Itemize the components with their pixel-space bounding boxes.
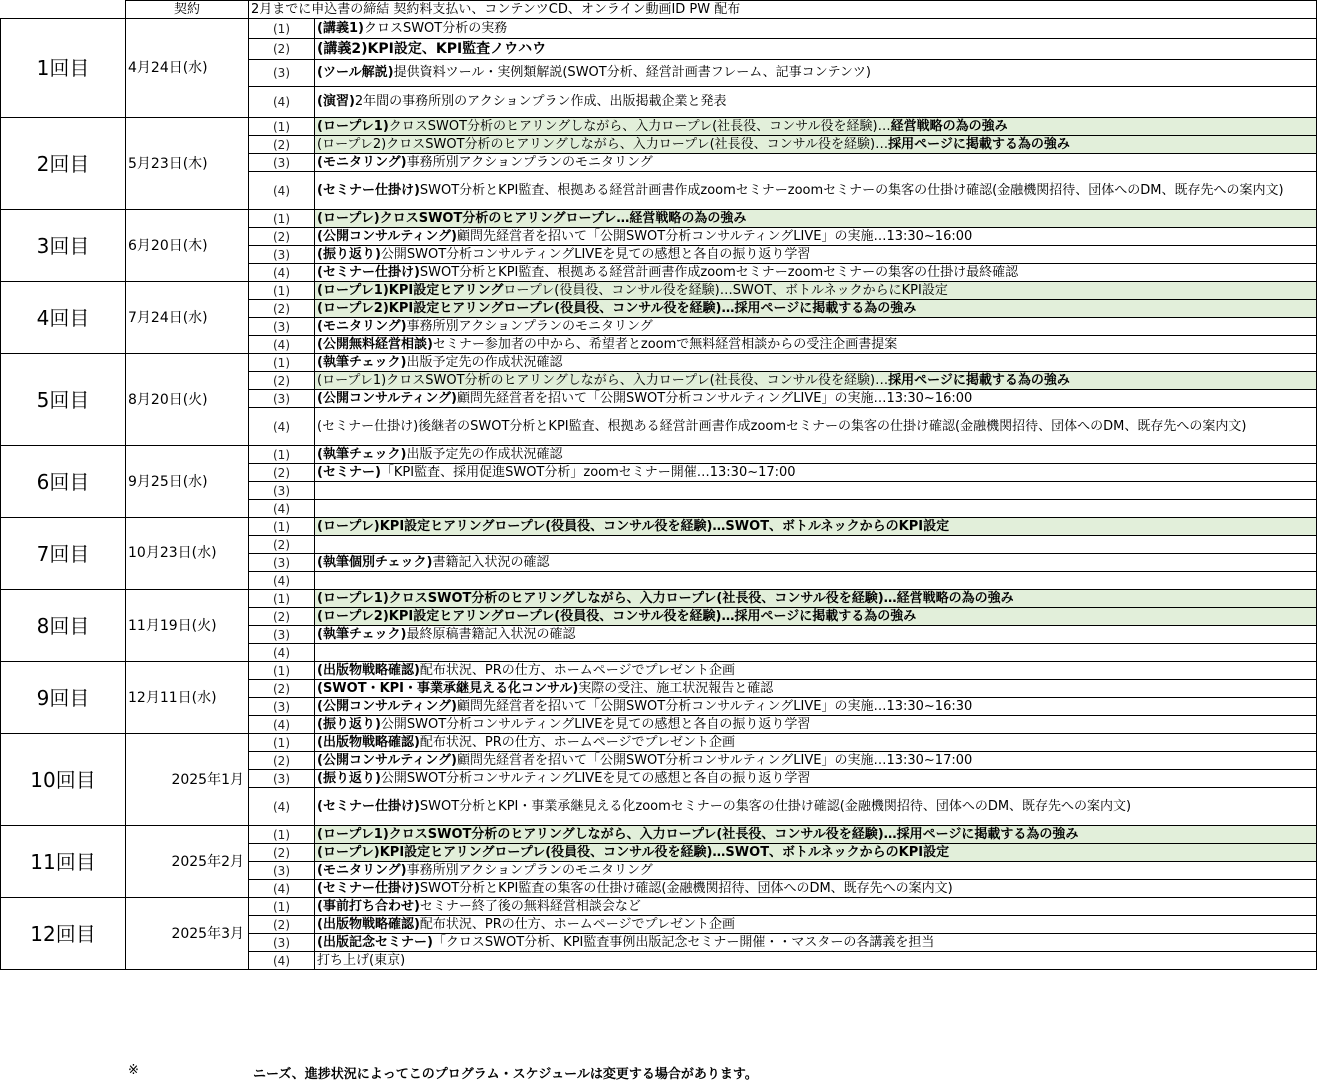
- session-item: (ロープレ1)KPI設定ヒアリングロープレ(役員役、コンサル役を経験)…SWOT、ボトルネックからにKPI設定: [315, 282, 1317, 300]
- item-number: (4): [249, 500, 315, 518]
- session-date: 2025年1月: [126, 734, 249, 826]
- session-label: 7回目: [1, 518, 126, 590]
- session-item: (執筆チェック)最終原稿書籍記入状況の確認: [315, 626, 1317, 644]
- item-number: (3): [249, 698, 315, 716]
- item-number: (2): [249, 752, 315, 770]
- session-item: [315, 572, 1317, 590]
- header-row: [1, 1, 1317, 19]
- item-number: (1): [249, 282, 315, 300]
- session-item: (ロープレ2)クロスSWOT分析のヒアリングしながら、入力ロープレ(社長役、コンサル役を経験)…採用ページに掲載する為の強み: [315, 136, 1317, 154]
- session-item: (ロープレ)KPI設定ヒアリングロープレ(役員役、コンサル役を経験)…SWOT、ボトルネックからのKPI設定: [315, 518, 1317, 536]
- item-number: (4): [249, 172, 315, 210]
- item-number: (1): [249, 826, 315, 844]
- session-item: (ロープレ2)KPI設定ヒアリングロープレ(役員役、コンサル役を経験)…採用ページに掲載する為の強み: [315, 300, 1317, 318]
- session-item: (セミナー仕掛け)SWOT分析とKPI監査の集客の仕掛け確認(金融機関招待、団体へのDM、既存先への案内文): [315, 880, 1317, 898]
- session-item: (事前打ち合わせ)セミナー終了後の無料経営相談会など: [315, 898, 1317, 916]
- session-label: 1回目: [1, 19, 126, 118]
- session-item: [315, 500, 1317, 518]
- item-number: (2): [249, 536, 315, 554]
- session-label: 3回目: [1, 210, 126, 282]
- item-number: (3): [249, 390, 315, 408]
- session-label: 4回目: [1, 282, 126, 354]
- item-number: (2): [249, 464, 315, 482]
- item-number: (3): [249, 246, 315, 264]
- session-item: (モニタリング)事務所別アクションプランのモニタリング: [315, 154, 1317, 172]
- item-number: (3): [249, 482, 315, 500]
- item-number: (1): [249, 446, 315, 464]
- session-item: (モニタリング)事務所別アクションプランのモニタリング: [315, 862, 1317, 880]
- item-number: (1): [249, 354, 315, 372]
- session-item: (ツール解説)提供資料ツール・実例類解説(SWOT分析、経営計画書フレーム、記事コンテンツ): [315, 60, 1317, 87]
- item-number: (4): [249, 87, 315, 118]
- item-number: (1): [249, 19, 315, 39]
- item-number: (2): [249, 372, 315, 390]
- session-label: 10回目: [1, 734, 126, 826]
- item-number: (2): [249, 300, 315, 318]
- session-label: 9回目: [1, 662, 126, 734]
- session-item: (公開無料経営相談)セミナー参加者の中から、希望者とzoomで無料経営相談からの受注企画書提案: [315, 336, 1317, 354]
- session-item: (講義1)クロスSWOT分析の実務: [315, 19, 1317, 39]
- item-number: (3): [249, 60, 315, 87]
- session-item: (セミナー仕掛け)SWOT分析とKPI監査、根拠ある経営計画書作成zoomセミナーzoomセミナーの集客の仕掛け確認(金融機関招待、団体へのDM、既存先への案内文): [315, 172, 1317, 210]
- session-item: (モニタリング)事務所別アクションプランのモニタリング: [315, 318, 1317, 336]
- session-item: (振り返り)公開SWOT分析コンサルティングLIVEを見ての感想と各自の振り返り学習: [315, 716, 1317, 734]
- session-item: (出版物戦略確認)配布状況、PRの仕方、ホームページでプレゼント企画: [315, 734, 1317, 752]
- session-label: 8回目: [1, 590, 126, 662]
- session-item: (出版記念セミナー)「クロスSWOT分析、KPI監査事例出版記念セミナー開催・・マスターの各講義を担当: [315, 934, 1317, 952]
- item-number: (4): [249, 644, 315, 662]
- session-item: (公開コンサルティング)顧問先経営者を招いて「公開SWOT分析コンサルティングLIVE」の実施…13:30~16:00: [315, 390, 1317, 408]
- session-item: [315, 536, 1317, 554]
- session-item: [315, 482, 1317, 500]
- item-number: (2): [249, 39, 315, 60]
- item-number: (1): [249, 662, 315, 680]
- item-number: (2): [249, 916, 315, 934]
- session-item: (公開コンサルティング)顧問先経営者を招いて「公開SWOT分析コンサルティングLIVE」の実施…13:30~17:00: [315, 752, 1317, 770]
- footnote-mark: ※: [128, 1063, 139, 1078]
- session-date: 12月11日(水): [126, 662, 249, 734]
- session-item: (公開コンサルティング)顧問先経営者を招いて「公開SWOT分析コンサルティングLIVE」の実施…13:30~16:30: [315, 698, 1317, 716]
- item-number: (3): [249, 154, 315, 172]
- session-item: (SWOT・KPI・事業承継見える化コンサル)実際の受注、施工状況報告と確認: [315, 680, 1317, 698]
- session-date: 5月23日(木): [126, 118, 249, 210]
- item-number: (3): [249, 554, 315, 572]
- session-date: 8月20日(火): [126, 354, 249, 446]
- session-item: (ロープレ1)クロスSWOT分析のヒアリングしながら、入力ロープレ(社長役、コンサル役を経験)…経営戦略の為の強み: [315, 118, 1317, 136]
- item-number: (1): [249, 118, 315, 136]
- header-distribution-note: 2月までに申込書の締結 契約料支払い、コンテンツCD、オンライン動画ID PW 配布: [249, 1, 1317, 19]
- item-number: (1): [249, 898, 315, 916]
- session-item: (ロープレ)KPI設定ヒアリングロープレ(役員役、コンサル役を経験)…SWOT、ボトルネックからのKPI設定: [315, 844, 1317, 862]
- item-number: (2): [249, 680, 315, 698]
- header-blank: [1, 1, 126, 19]
- item-number: (3): [249, 862, 315, 880]
- session-item: (執筆チェック)出版予定先の作成状況確認: [315, 354, 1317, 372]
- session-item: (ロープレ1)クロスSWOT分析のヒアリングしながら、入力ロープレ(社長役、コンサル役を経験)…採用ページに掲載する為の強み: [315, 372, 1317, 390]
- session-label: 12回目: [1, 898, 126, 970]
- session-item: (講義2)KPI設定、KPI監査ノウハウ: [315, 39, 1317, 60]
- item-number: (4): [249, 788, 315, 826]
- item-number: (4): [249, 880, 315, 898]
- session-item: (振り返り)公開SWOT分析コンサルティングLIVEを見ての感想と各自の振り返り学習: [315, 246, 1317, 264]
- session-item: (出版物戦略確認)配布状況、PRの仕方、ホームページでプレゼント企画: [315, 662, 1317, 680]
- item-number: (2): [249, 844, 315, 862]
- item-number: (4): [249, 572, 315, 590]
- item-number: (1): [249, 590, 315, 608]
- session-item: (セミナー仕掛け)SWOT分析とKPI・事業承継見える化zoomセミナーの集客の仕掛け確認(金融機関招待、団体へのDM、既存先への案内文): [315, 788, 1317, 826]
- session-item: (執筆個別チェック)書籍記入状況の確認: [315, 554, 1317, 572]
- header-contract: 契約: [126, 1, 249, 19]
- item-number: (3): [249, 318, 315, 336]
- session-item: (執筆チェック)出版予定先の作成状況確認: [315, 446, 1317, 464]
- session-item: (ロープレ1)クロスSWOT分析のヒアリングしながら、入力ロープレ(社長役、コンサル役を経験)…採用ページに掲載する為の強み: [315, 826, 1317, 844]
- session-item: (振り返り)公開SWOT分析コンサルティングLIVEを見ての感想と各自の振り返り学習: [315, 770, 1317, 788]
- session-item: 打ち上げ(東京): [315, 952, 1317, 970]
- session-date: 11月19日(火): [126, 590, 249, 662]
- item-number: (1): [249, 518, 315, 536]
- session-item: (ロープレ2)KPI設定ヒアリングロープレ(役員役、コンサル役を経験)…採用ページに掲載する為の強み: [315, 608, 1317, 626]
- session-date: 2025年3月: [126, 898, 249, 970]
- item-number: (3): [249, 934, 315, 952]
- item-number: (4): [249, 264, 315, 282]
- footnote-text: ニーズ、進捗状況によってこのプログラム・スケジュールは変更する場合があります。: [253, 1067, 758, 1082]
- item-number: (4): [249, 716, 315, 734]
- item-number: (2): [249, 136, 315, 154]
- session-date: 10月23日(水): [126, 518, 249, 590]
- item-number: (4): [249, 952, 315, 970]
- item-number: (1): [249, 210, 315, 228]
- session-item: (ロープレ1)クロスSWOT分析のヒアリングしながら、入力ロープレ(社長役、コンサル役を経験)…経営戦略の為の強み: [315, 590, 1317, 608]
- session-item: (セミナー仕掛け)後継者のSWOT分析とKPI監査、根拠ある経営計画書作成zoomセミナーの集客の仕掛け確認(金融機関招待、団体へのDM、既存先への案内文): [315, 408, 1317, 446]
- item-number: (2): [249, 228, 315, 246]
- session-date: 4月24日(水): [126, 19, 249, 118]
- session-item: (セミナー仕掛け)SWOT分析とKPI監査、根拠ある経営計画書作成zoomセミナーzoomセミナーの集客の仕掛け最終確認: [315, 264, 1317, 282]
- session-label: 2回目: [1, 118, 126, 210]
- item-number: (2): [249, 608, 315, 626]
- session-label: 11回目: [1, 826, 126, 898]
- item-number: (4): [249, 408, 315, 446]
- session-date: 2025年2月: [126, 826, 249, 898]
- session-item: (演習)2年間の事務所別のアクションプラン作成、出版掲載企業と発表: [315, 87, 1317, 118]
- session-item: (ロープレ)クロスSWOT分析のヒアリングロープレ…経営戦略の為の強み: [315, 210, 1317, 228]
- session-item: (公開コンサルティング)顧問先経営者を招いて「公開SWOT分析コンサルティングLIVE」の実施…13:30~16:00: [315, 228, 1317, 246]
- item-number: (1): [249, 734, 315, 752]
- session-item: (セミナー)「KPI監査、採用促進SWOT分析」zoomセミナー開催…13:30~17:00: [315, 464, 1317, 482]
- session-label: 6回目: [1, 446, 126, 518]
- session-date: 9月25日(水): [126, 446, 249, 518]
- session-date: 6月20日(木): [126, 210, 249, 282]
- item-number: (3): [249, 626, 315, 644]
- session-item: [315, 644, 1317, 662]
- session-label: 5回目: [1, 354, 126, 446]
- item-number: (3): [249, 770, 315, 788]
- session-date: 7月24日(水): [126, 282, 249, 354]
- item-number: (4): [249, 336, 315, 354]
- session-item: (出版物戦略確認)配布状況、PRの仕方、ホームページでプレゼント企画: [315, 916, 1317, 934]
